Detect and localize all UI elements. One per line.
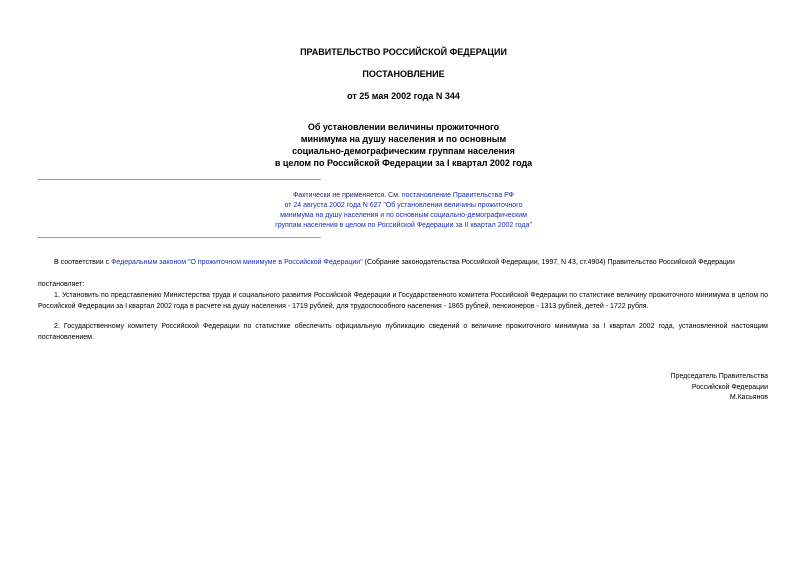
preamble-text: (Собрание законодательства Российской Федерации, 1997, N 43, ст.4904) Правительство Российской Федерации [362, 259, 735, 266]
signature-title: Российской Федерации [691, 383, 768, 391]
note-link[interactable]: группам населения в целом по Российской Федерации за II квартал 2002 года" [275, 222, 532, 229]
document-title [250, 121, 557, 169]
divider-top [38, 179, 321, 180]
applicability-note [250, 191, 557, 231]
signatory-name: М.Касьянов [729, 394, 768, 401]
note-link[interactable]: постановление Правительства РФ [401, 192, 514, 199]
note-prefix: Фактически не применяется. См. [292, 192, 402, 199]
signature-block [560, 372, 768, 404]
title-line: минимума на душу населения и по основным [300, 134, 507, 144]
government-heading: ПРАВИТЕЛЬСТВО РОССИЙСКОЙ ФЕДЕРАЦИИ [300, 47, 507, 57]
note-link[interactable]: минимума на душу населения и по основным социально-демографическим [280, 212, 527, 219]
item-1: 1. Установить по представлению Министерства труда и социального развития Российской Федерации и Государственного комитета Российской Федерации по статистике величину прожиточного минимума в целом по Российской Федерации за I квартал 2002 года в расчете на душу населения - 1719 рублей, для трудоспособного населения - 1865 рублей, пенсионеров - 1313 рублей, детей - 1722 рубля. [38, 292, 768, 310]
title-line: социально-демографическим группам населения [292, 146, 515, 156]
title-line: в целом по Российской Федерации за I квартал 2002 года [274, 158, 533, 168]
preamble-text: В соответствии с [54, 259, 112, 266]
federal-law-link[interactable]: Федеральным законом "О прожиточном минимуме в Российской Федерации" [111, 259, 363, 266]
decides-text: постановляет: [38, 281, 85, 288]
preamble-paragraph [54, 258, 735, 268]
divider-bottom [38, 237, 321, 238]
note-link[interactable]: от 24 августа 2002 года N 627 "Об установлении величины прожиточного [284, 202, 523, 209]
title-line: Об установлении величины прожиточного [307, 122, 500, 132]
note-line [250, 191, 557, 201]
document-type: ПОСТАНОВЛЕНИЕ [362, 69, 445, 79]
document-date-number: от 25 мая 2002 года N 344 [347, 91, 460, 101]
signature-title: Председатель Правительства [670, 373, 768, 380]
item-2: 2. Государственному комитету Российской Федерации по статистике обеспечить официальную публикацию сведений о величине прожиточного минимума за I квартал 2002 года, установленной настоящим постановлением. [38, 323, 768, 341]
